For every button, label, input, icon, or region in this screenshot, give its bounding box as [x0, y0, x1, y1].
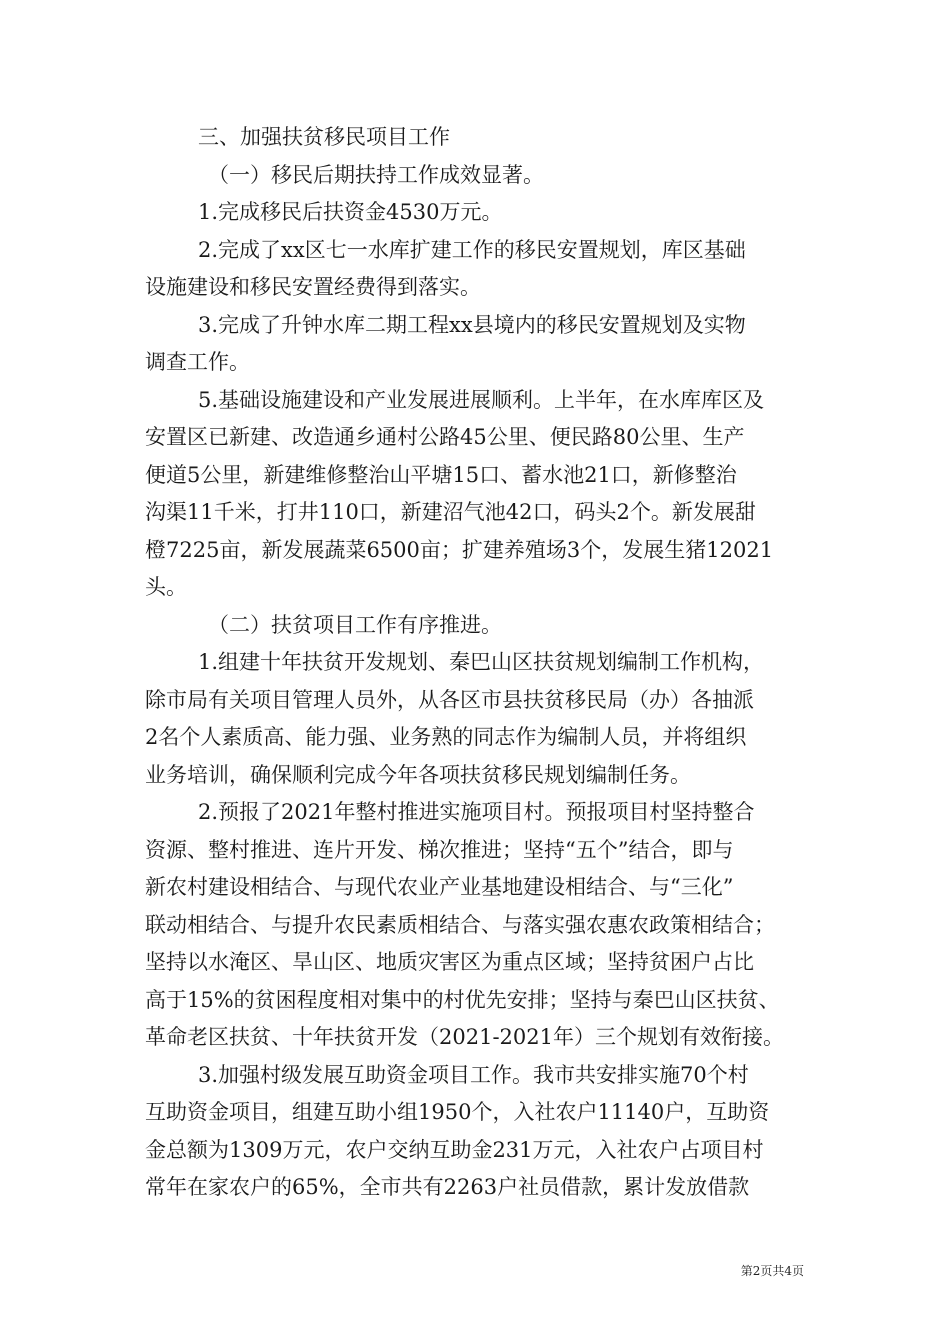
subsection-heading: （一）移民后期扶持工作成效显著。 [208, 162, 544, 187]
paragraph-line: 3.加强村级发展互助资金项目工作。我市共安排实施70个村 [198, 1062, 749, 1087]
paragraph-line: 安置区已新建、改造通乡通村公路45公里、便民路80公里、生产 [145, 425, 745, 449]
paragraph-line: 资源、整村推进、连片开发、梯次推进；坚持“五个”结合，即与 [145, 837, 734, 862]
paragraph-line: 高于15%的贫困程度相对集中的村优先安排；坚持与秦巴山区扶贫、 [145, 987, 780, 1012]
paragraph-line: 2.完成了xx区七一水库扩建工作的移民安置规划，库区基础 [198, 237, 746, 262]
paragraph-line: 业务培训，确保顺利完成今年各项扶贫移民规划编制任务。 [145, 762, 691, 787]
paragraph-line: 沟渠11千米，打井110口，新建沼气池42口，码头2个。新发展甜 [145, 500, 756, 524]
paragraph-line: 2.预报了2021年整村推进实施项目村。预报项目村坚持整合 [198, 800, 755, 824]
paragraph-line: 3.完成了升钟水库二期工程xx县境内的移民安置规划及实物 [198, 312, 746, 337]
paragraph-line: 1.完成移民后扶资金4530万元。 [198, 200, 503, 224]
paragraph-line: 橙7225亩，新发展蔬菜6500亩；扩建养殖场3个，发展生猪12021 [145, 537, 774, 562]
document-body [145, 119, 810, 1207]
paragraph-line: 金总额为1309万元，农户交纳互助金231万元，入社农户占项目村 [145, 1137, 764, 1162]
paragraph-line: 设施建设和移民安置经费得到落实。 [145, 275, 481, 299]
paragraph-line: 5.基础设施建设和产业发展进展顺利。上半年，在水库库区及 [198, 387, 765, 412]
paragraph-line: 新农村建设相结合、与现代农业产业基地建设相结合、与“三化” [145, 875, 734, 899]
paragraph-line: 1.组建十年扶贫开发规划、秦巴山区扶贫规划编制工作机构， [198, 650, 765, 674]
paragraph-line: 坚持以水淹区、旱山区、地质灾害区为重点区域；坚持贫困户占比 [145, 950, 754, 974]
paragraph-line: 常年在家农户的65%，全市共有2263户社员借款，累计发放借款 [145, 1175, 750, 1199]
paragraph-line: 调查工作。 [145, 350, 250, 374]
subsection-heading: （二）扶贫项目工作有序推进。 [208, 612, 502, 637]
section-heading: 三、加强扶贫移民项目工作 [198, 125, 450, 149]
paragraph-line: 革命老区扶贫、十年扶贫开发（2021-2021年）三个规划有效衔接。 [145, 1025, 784, 1049]
paragraph-line: 互助资金项目，组建互助小组1950个，入社农户11140户，互助资 [145, 1100, 770, 1124]
page-number: 第2页共4页 [740, 1264, 804, 1278]
paragraph-line: 便道5公里，新建维修整治山平塘15口、蓄水池21口，新修整治 [145, 462, 737, 487]
paragraph-line: 头。 [145, 575, 187, 599]
paragraph-line: 2名个人素质高、能力强、业务熟的同志作为编制人员，并将组织 [145, 725, 747, 749]
paragraph-line: 除市局有关项目管理人员外，从各区市县扶贫移民局（办）各抽派 [145, 687, 754, 712]
paragraph-line: 联动相结合、与提升农民素质相结合、与落实强农惠农政策相结合； [145, 912, 775, 937]
